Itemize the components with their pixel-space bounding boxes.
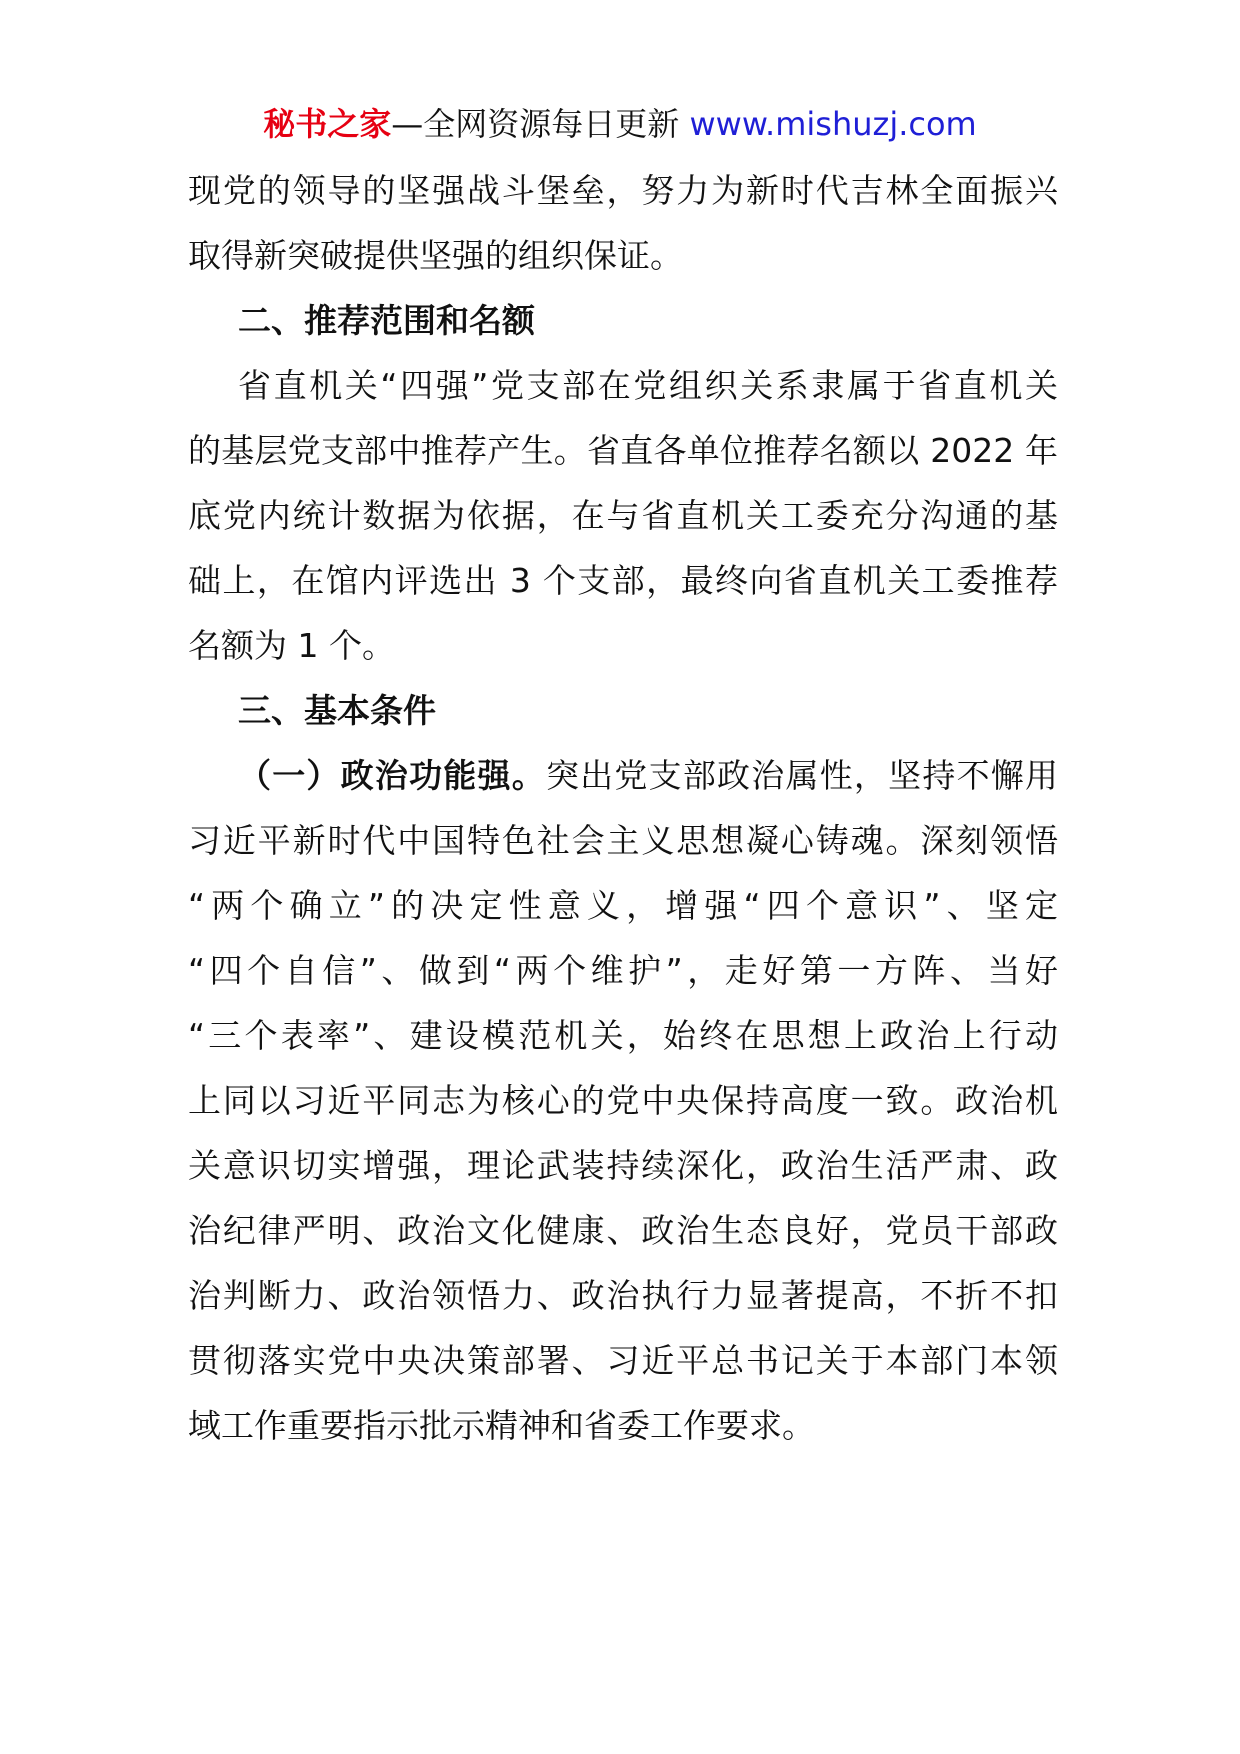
section-heading: 二、推荐范围和名额 [238,301,535,340]
paragraph-line: 治纪律严明、政治文化健康、政治生态良好，党员干部政 [188,1211,1058,1250]
site-url-link[interactable]: www.mishuzj.com [689,105,977,143]
paragraph-text: 突出党支部政治属性，坚持不懈用 [545,756,1059,795]
paragraph-line: 关意识切实增强，理论武装持续深化，政治生活严肃、政 [188,1146,1058,1185]
section-heading: 三、基本条件 [238,691,436,730]
paragraph-line: 取得新突破提供坚强的组织保证。 [188,236,683,275]
site-header [0,102,1240,146]
paragraph-line: “三个表率”、建设模范机关，始终在思想上政治上行动 [188,1016,1058,1055]
paragraph-line: 现党的领导的坚强战斗堡垒，努力为新时代吉林全面振兴 [188,171,1058,210]
paragraph-line: 名额为 1 个。 [188,626,395,665]
document-body [188,158,1058,1458]
paragraph-line: 习近平新时代中国特色社会主义思想凝心铸魂。深刻领悟 [188,821,1058,860]
paragraph-line: 础上，在馆内评选出 3 个支部，最终向省直机关工委推荐 [188,561,1058,600]
site-tagline: —全网资源每日更新 [391,105,690,143]
paragraph-line: “四个自信”、做到“两个维护”，走好第一方阵、当好 [188,951,1058,990]
paragraph-line: 省直机关“四强”党支部在党组织关系隶属于省直机关 [238,366,1058,405]
paragraph-line: 的基层党支部中推荐产生。省直各单位推荐名额以 2022 年 [188,431,1058,470]
paragraph-line: “两个确立”的决定性意义，增强“四个意识”、坚定 [188,886,1058,925]
paragraph-line: 域工作重要指示批示精神和省委工作要求。 [188,1406,815,1445]
site-brand: 秘书之家 [263,105,392,143]
paragraph-line: 贯彻落实党中央决策部署、习近平总书记关于本部门本领 [188,1341,1058,1380]
paragraph-line: 底党内统计数据为依据，在与省直机关工委充分沟通的基 [188,496,1058,535]
subsection-lead: （一）政治功能强。 [238,756,546,795]
paragraph-line [188,743,1058,808]
paragraph-line: 上同以习近平同志为核心的党中央保持高度一致。政治机 [188,1081,1058,1120]
paragraph-line: 治判断力、政治领悟力、政治执行力显著提高，不折不扣 [188,1276,1058,1315]
